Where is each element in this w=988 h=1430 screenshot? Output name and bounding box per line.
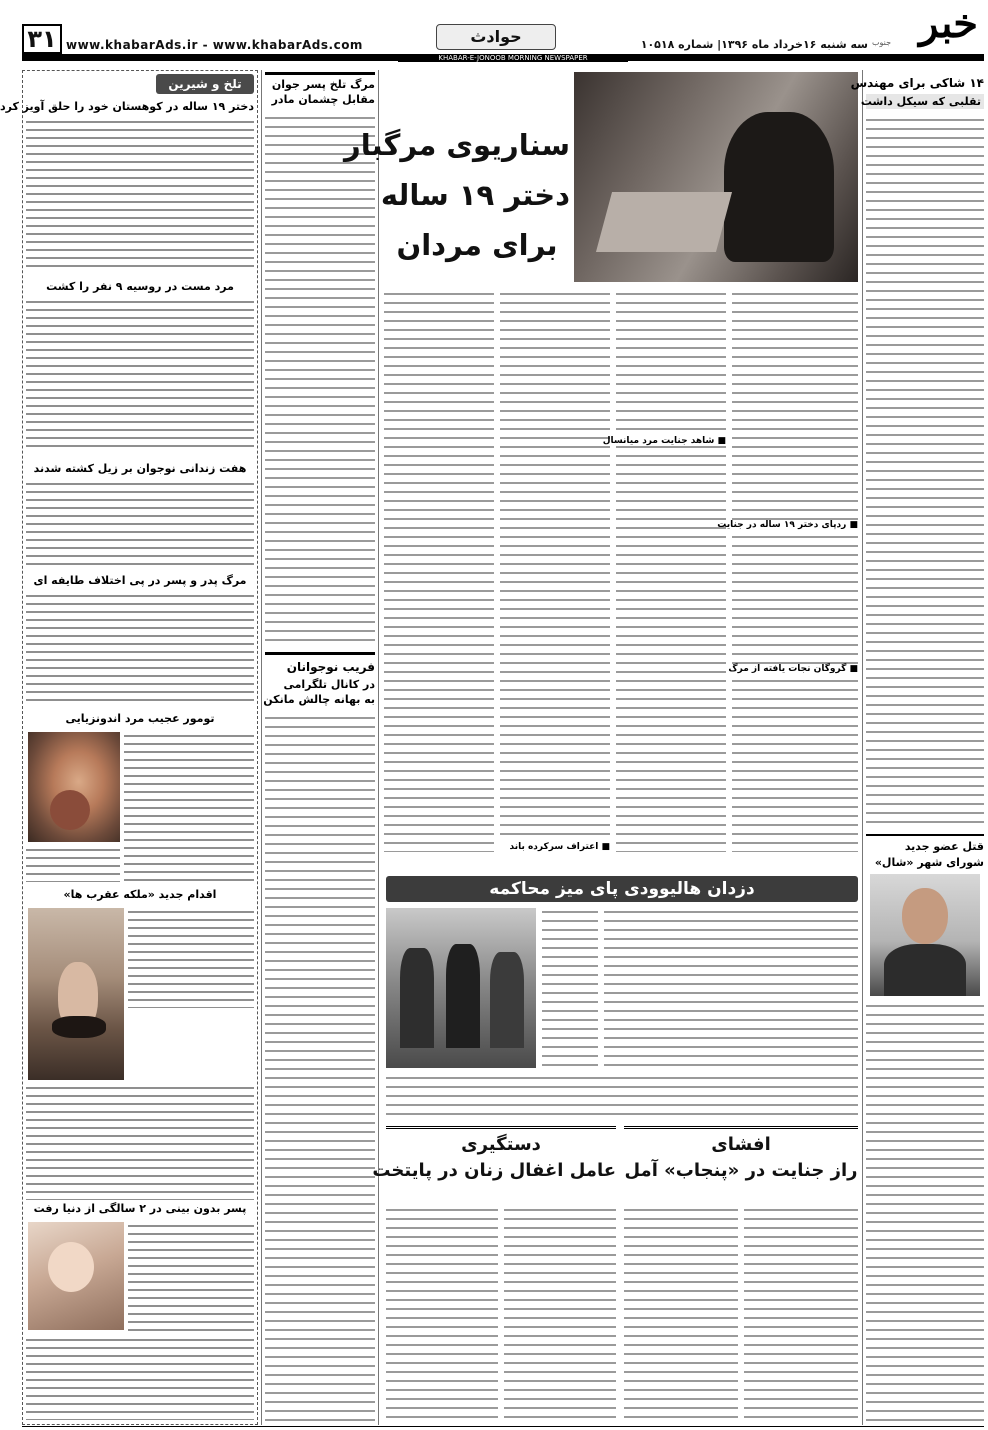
article-body xyxy=(265,114,375,644)
lead-story-photo xyxy=(574,72,858,282)
lead-subhead: ■ اعتراف سرکرده باند xyxy=(500,842,610,852)
punjab-headline-line2: راز جنایت در «پنجاب» آمل xyxy=(624,1160,858,1181)
lead-subhead: ■ ردپای دختر ۱۹ ساله در جنایت xyxy=(717,520,858,530)
left-headline: اقدام جدید «ملکه عقرب ها» xyxy=(63,888,217,901)
article-body xyxy=(624,1206,738,1422)
lead-subhead: ■ گروگان نجات یافته از مرگ xyxy=(728,664,858,674)
article-body xyxy=(26,118,254,268)
column-header-bar xyxy=(866,834,984,836)
article-body xyxy=(386,1206,498,1422)
bitter-sweet-label: تلخ و شیرین xyxy=(156,74,254,94)
engineer-headline: ۱۴ شاکی برای مهندس xyxy=(850,76,984,90)
article-body xyxy=(504,1206,616,1422)
council-member-headline: قتل عضو جدید xyxy=(904,840,984,853)
scorpion-queen-photo xyxy=(28,908,124,1080)
left-headline: دختر ۱۹ ساله در کوهستان خود را حلق آویز کرد xyxy=(0,100,254,113)
teen-deception-headline: فریب نوجوانان xyxy=(286,660,375,674)
article-body xyxy=(602,290,726,852)
council-member-photo xyxy=(870,874,980,996)
article-body xyxy=(26,1084,254,1200)
teen-deception-subhead: در کانال تلگرامی xyxy=(283,678,375,691)
article-body xyxy=(265,714,375,1424)
english-name: KHABAR-E-JONOOB MORNING NEWSPAPER xyxy=(398,54,628,62)
section-title: حوادث xyxy=(470,27,522,46)
engineer-subhead: تقلبی که سیکل داشت xyxy=(866,94,984,109)
hollywood-thieves-photo xyxy=(386,908,536,1068)
bottom-border xyxy=(22,1426,984,1427)
article-body xyxy=(26,592,254,704)
lead-headline xyxy=(344,120,570,280)
column-divider xyxy=(378,70,379,1425)
arrest-headline-line2: عامل اغفال زنان در پایتخت xyxy=(372,1160,616,1181)
lead-headline-line: سناریوی مرگبار xyxy=(344,128,570,162)
article-body xyxy=(124,732,254,882)
article-body xyxy=(26,298,254,448)
article-body xyxy=(128,1222,254,1332)
article-body xyxy=(128,908,254,1008)
masthead xyxy=(18,0,988,66)
logo-subtitle: جنوب xyxy=(872,38,892,47)
article-body xyxy=(384,290,494,852)
article-body xyxy=(866,116,984,826)
website-url[interactable]: www.khabarAds.ir - www.khabarAds.com xyxy=(66,38,363,52)
left-headline: مرد مست در روسیه ۹ نفر را کشت xyxy=(46,280,234,293)
teen-deception-subhead: به بهانه چالش مانکن xyxy=(263,693,375,706)
left-headline: مرگ پدر و پسر در پی اختلاف طایفه ای xyxy=(33,574,247,587)
lead-headline-line: برای مردان xyxy=(396,228,558,262)
column-header-bar xyxy=(265,72,375,75)
arrest-headline-line1: دستگیری xyxy=(461,1134,541,1155)
issue-date: سه شنبه ۱۶خرداد ماه ۱۳۹۶| شماره ۱۰۵۱۸ xyxy=(640,38,868,51)
logo-text: خبر xyxy=(919,0,978,47)
article-body xyxy=(386,1074,858,1122)
article-body xyxy=(26,1336,254,1420)
article-body xyxy=(604,908,858,1068)
council-member-subhead: شورای شهر «شال» xyxy=(874,856,984,869)
young-man-death-subhead: مقابل چشمان مادر xyxy=(271,93,375,106)
young-man-death-headline: مرگ تلخ پسر جوان xyxy=(271,78,375,91)
article-body xyxy=(26,480,254,570)
left-headline: هفت زندانی نوجوان بر زیل کشته شدند xyxy=(33,462,247,475)
punjab-headline-line1: افشای xyxy=(711,1134,771,1155)
column-divider xyxy=(261,70,262,1425)
lead-headline-line: دختر ۱۹ ساله xyxy=(380,178,570,212)
left-headline: پسر بدون بینی در ۲ سالگی از دنیا رفت xyxy=(33,1202,247,1215)
page-number-text: ۳۱ xyxy=(27,25,57,53)
article-body xyxy=(866,1002,984,1422)
article-body xyxy=(542,908,598,1068)
article-body xyxy=(744,1206,858,1422)
column-header-bar xyxy=(265,652,375,655)
baby-photo xyxy=(28,1222,124,1330)
article-body xyxy=(500,290,610,852)
hollywood-headline: دزدان هالیوودی پای میز محاکمه xyxy=(489,879,755,899)
left-headline: تومور عجیب مرد اندونزیایی xyxy=(65,712,215,725)
tumor-man-photo xyxy=(28,732,120,842)
column-divider xyxy=(862,70,863,1425)
article-body xyxy=(26,846,120,882)
lead-subhead: ■ شاهد جنایت مرد میانسال xyxy=(602,436,726,446)
article-body xyxy=(717,290,858,852)
